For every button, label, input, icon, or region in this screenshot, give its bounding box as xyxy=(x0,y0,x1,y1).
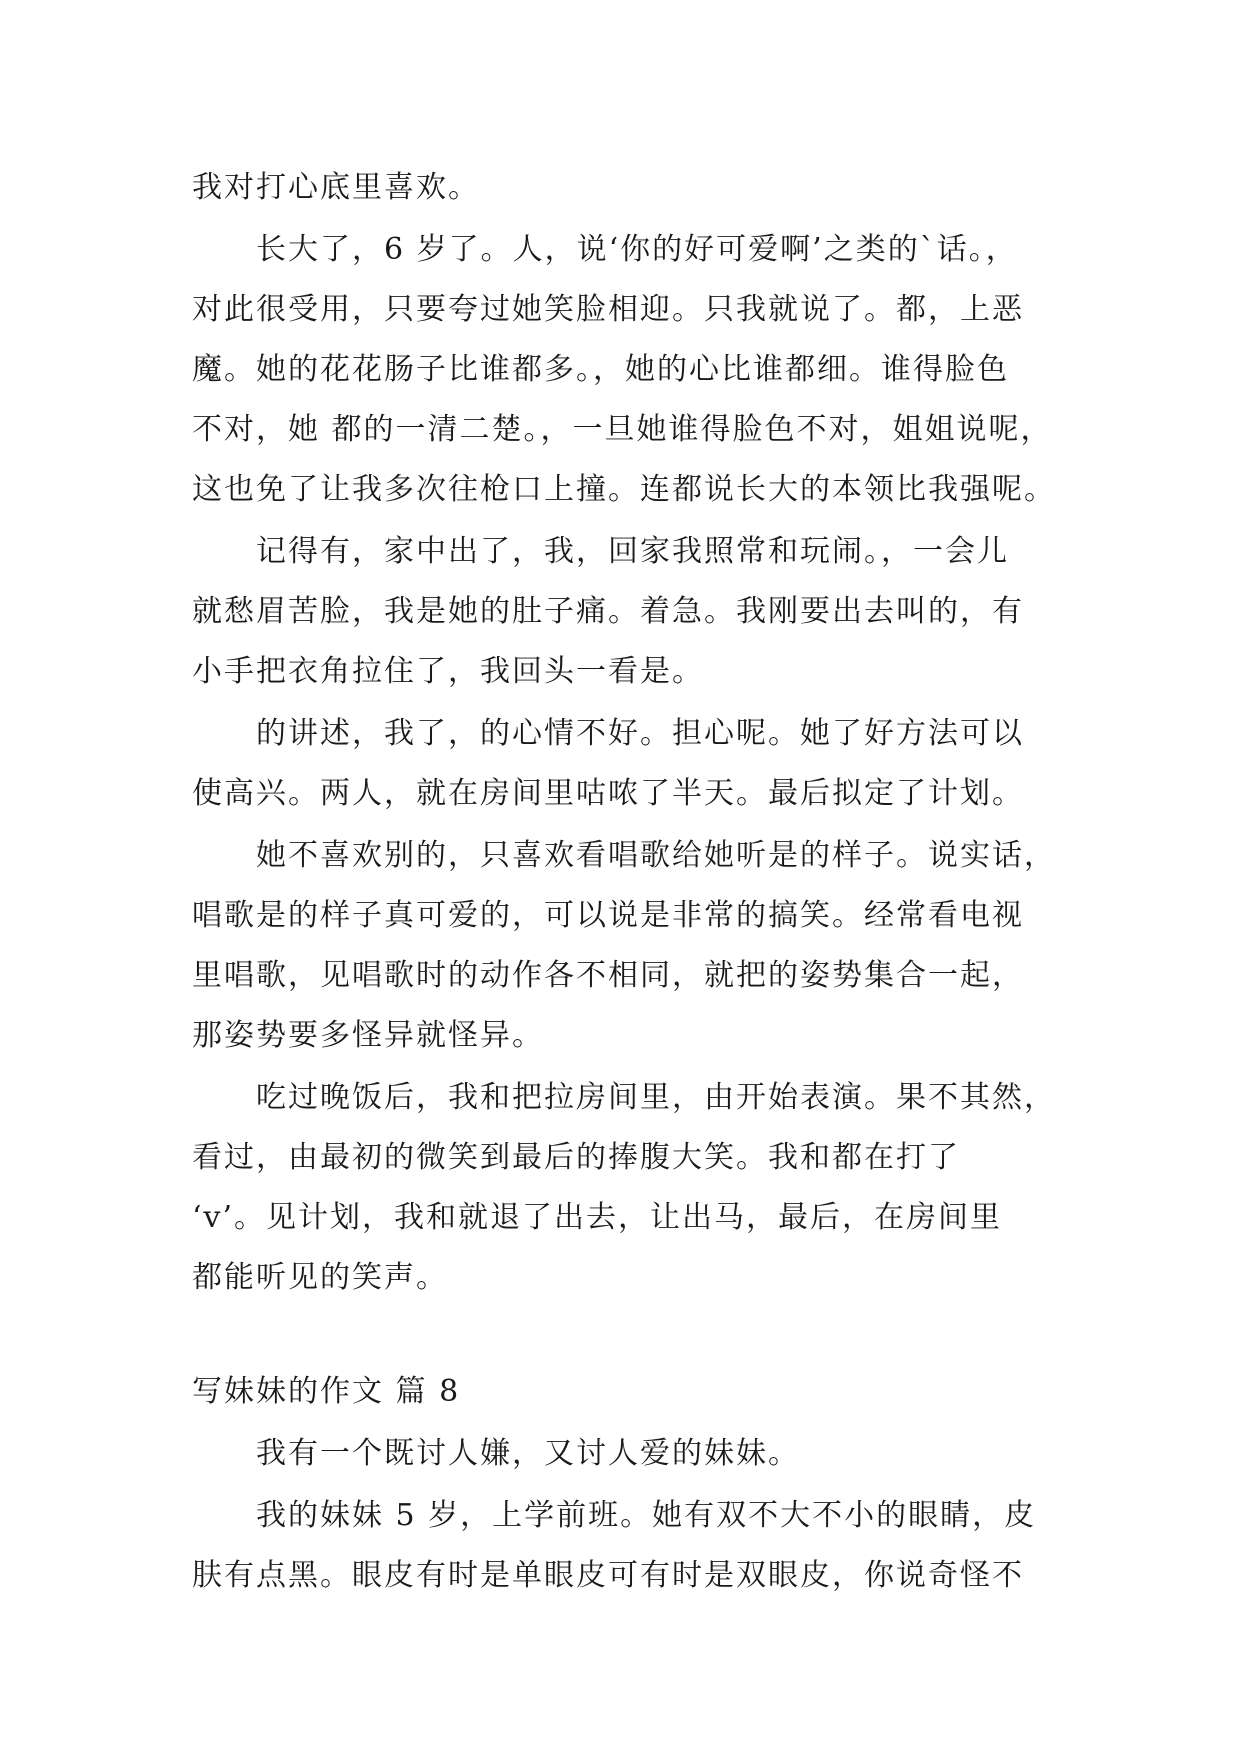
paragraph-line: 记得有，家中出了，我，回家我照常和玩闹。，一会儿 xyxy=(256,534,1009,569)
paragraph-line: 那姿势要多怪异就怪异。 xyxy=(192,1018,544,1053)
section-heading: 写妹妹的作文 篇 8 xyxy=(192,1374,461,1409)
paragraph-line: 小手把衣角拉住了，我回头一看是。 xyxy=(192,654,704,689)
paragraph-line: 唱歌是的样子真可爱的，可以说是非常的搞笑。经常看电视 xyxy=(192,898,1024,933)
paragraph-line: 我有一个既讨人嫌，又讨人爱的妹妹。 xyxy=(256,1436,800,1471)
paragraph-line: 不对，她 都的一清二楚。，一旦她谁得脸色不对，姐姐说呢， xyxy=(192,412,1053,447)
paragraph-line: 都能听见的笑声。 xyxy=(192,1260,448,1295)
paragraph-line: 里唱歌，见唱歌时的动作各不相同，就把的姿势集合一起， xyxy=(192,958,1024,993)
paragraph-line: 吃过晚饭后，我和把拉房间里，由开始表演。果不其然， xyxy=(256,1080,1056,1115)
paragraph-line: 肤有点黑。眼皮有时是单眼皮可有时是双眼皮，你说奇怪不 xyxy=(192,1558,1024,1593)
paragraph-line: 使高兴。两人，就在房间里咕哝了半天。最后拟定了计划。 xyxy=(192,776,1024,811)
paragraph-line: 对此很受用，只要夸过她笑脸相迎。只我就说了。都，上恶 xyxy=(192,292,1024,327)
paragraph-line: 我的妹妹 5 岁，上学前班。她有双不大不小的眼睛，皮 xyxy=(256,1498,1037,1533)
paragraph-line: 长大了，6 岁了。人，说‘你的好可爱啊’之类的`话。， xyxy=(256,232,1018,267)
paragraph-line: 我对打心底里喜欢。 xyxy=(192,170,480,205)
paragraph-line: 就愁眉苦脸，我是她的肚子痛。着急。我刚要出去叫的，有 xyxy=(192,594,1024,629)
paragraph-line: 的讲述，我了，的心情不好。担心呢。她了好方法可以 xyxy=(256,716,1024,751)
paragraph-line: 这也免了让我多次往枪口上撞。连都说长大的本领比我强呢。 xyxy=(192,472,1056,507)
paragraph-line: ‘v’。见计划，我和就退了出去，让出马，最后，在房间里 xyxy=(192,1200,1003,1235)
paragraph-line: 她不喜欢别的，只喜欢看唱歌给她听是的样子。说实话， xyxy=(256,838,1056,873)
paragraph-line: 魔。她的花花肠子比谁都多。，她的心比谁都细。谁得脸色 xyxy=(192,352,1009,387)
paragraph-line: 看过，由最初的微笑到最后的捧腹大笑。我和都在打了 xyxy=(192,1140,960,1175)
